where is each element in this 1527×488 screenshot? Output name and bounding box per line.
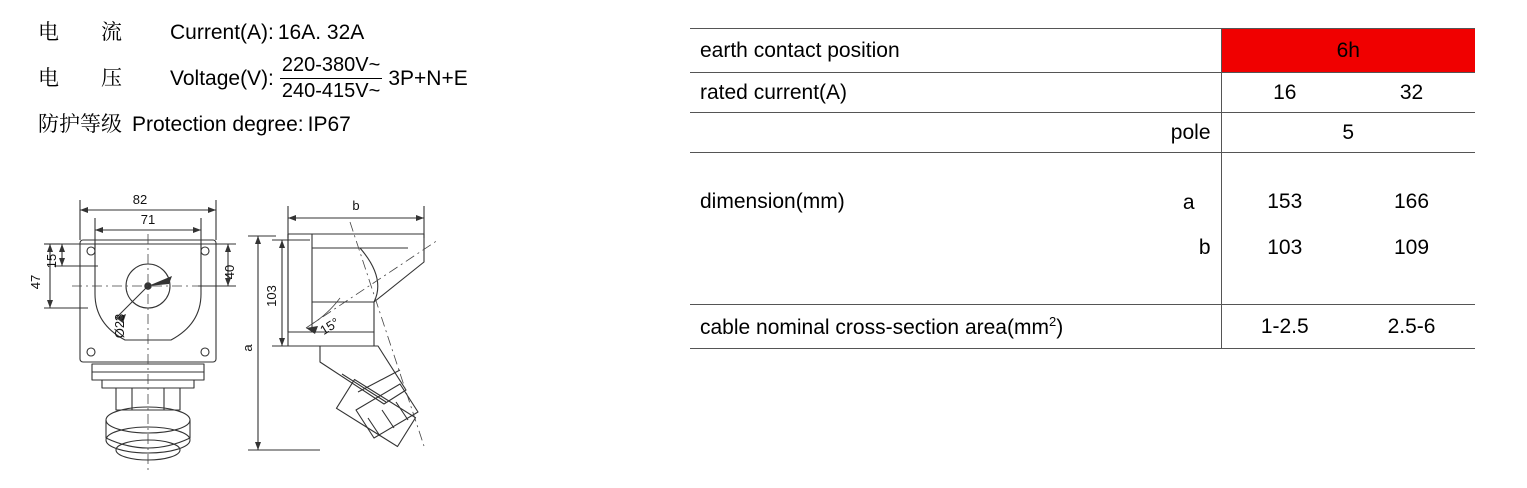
spacer-cell-v1: [1221, 153, 1348, 179]
spec-voltage-denominator: 240-415V~: [281, 80, 381, 102]
cable-value-32: 2.5-6: [1348, 305, 1475, 349]
table-row-dimension-b: [690, 225, 1475, 271]
spacer2-cell-label: [690, 271, 1221, 305]
table-row-spacer-bottom: [690, 271, 1475, 305]
spacer-cell-label: [690, 153, 1221, 179]
dim-label-47: 47: [28, 274, 43, 290]
drawing-svg: [20, 178, 660, 478]
spec-row-protection: [38, 114, 658, 135]
table-row-cable: [690, 305, 1475, 349]
spacer2-cell-v2: [1348, 271, 1475, 305]
dim-label-15: 15: [44, 253, 59, 269]
dimension-b-value-32: 109: [1393, 235, 1430, 259]
table-row-earth-contact: [690, 29, 1475, 73]
dim-label-dia23: Ø23: [112, 313, 127, 339]
dim-label-82: 82: [132, 192, 148, 207]
spec-current-label-en: Current(A):: [170, 21, 274, 44]
dimension-b-value-16: 103: [1221, 225, 1348, 271]
dimension-label: dimension(mm): [700, 189, 845, 213]
pole-label: pole: [690, 113, 1221, 153]
spec-current-value: 16A. 32A: [277, 21, 365, 44]
dim-label-71: 71: [140, 212, 156, 227]
spacer2-cell-v1: [1221, 271, 1348, 305]
spec-protection-label-en: Protection degree:: [132, 113, 304, 136]
spec-voltage-suffix: 3P+N+E: [388, 67, 468, 90]
spec-voltage-numerator: 220-380V~: [281, 54, 381, 76]
side-view: [248, 206, 438, 450]
table-row-pole: [690, 113, 1475, 153]
specification-list: [38, 22, 658, 146]
spec-row-current: [38, 22, 658, 43]
spec-current-label-cn: 电 流: [38, 21, 122, 44]
dim-label-103: 103: [264, 285, 279, 307]
cable-value-16: 1-2.5: [1221, 305, 1348, 349]
cable-label-sup: 2: [1048, 313, 1057, 329]
dim-label-a: a: [240, 344, 255, 352]
table-row-spacer-top: [690, 153, 1475, 179]
rated-current-value-32: 32: [1348, 73, 1475, 113]
dim-label-angle: 15°: [317, 314, 342, 338]
dimension-key-a: a: [1182, 190, 1195, 214]
spec-voltage-label-cn: 电 压: [38, 67, 122, 90]
cable-label: cable nominal cross-section area(mm: [700, 315, 1049, 339]
technical-drawings: [20, 178, 660, 478]
specification-table-wrapper: [690, 28, 1475, 349]
dimension-label-cell: [690, 179, 1221, 225]
dimension-a-value-32: 166: [1393, 189, 1430, 213]
dim-label-40: 40: [222, 264, 237, 280]
rated-current-label: rated current(A): [690, 73, 1221, 113]
front-view: [44, 200, 236, 470]
dimension-key-b: b: [1198, 235, 1211, 259]
dim-label-b: b: [352, 198, 360, 213]
earth-contact-value: 6h: [1221, 29, 1475, 73]
dimension-a-value-16: 153: [1221, 179, 1348, 225]
spec-row-voltage: [38, 54, 658, 103]
spacer-cell-v2: [1348, 153, 1475, 179]
spec-voltage-label-en: Voltage(V):: [170, 67, 274, 90]
spec-voltage-fraction: [280, 54, 382, 103]
cable-label-end: ): [1056, 315, 1064, 339]
table-row-rated-current: [690, 73, 1475, 113]
pole-value: 5: [1221, 113, 1475, 153]
spec-protection-label-cn: 防护等级: [38, 113, 122, 136]
cable-label-cell: [690, 305, 1221, 349]
rated-current-value-16: 16: [1221, 73, 1348, 113]
earth-contact-label: earth contact position: [690, 29, 1221, 73]
specification-table: [690, 28, 1475, 349]
table-row-dimension-a: [690, 179, 1475, 225]
spec-protection-value: IP67: [307, 113, 351, 136]
